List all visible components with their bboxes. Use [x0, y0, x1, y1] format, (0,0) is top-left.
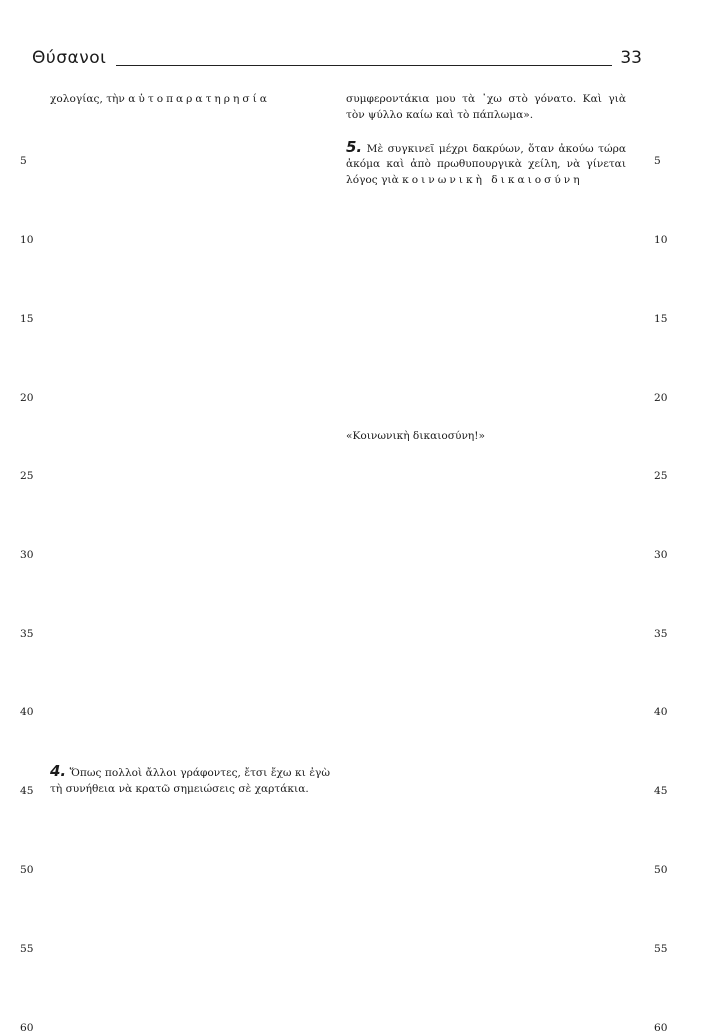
section-gap: [346, 124, 626, 140]
right-column-body-gap: [346, 189, 626, 429]
left-opening: χολογίας, τὴν: [50, 93, 125, 105]
section-gap: [50, 748, 330, 764]
section-5-spaced: κοινωνικὴ δικαιοσύνη: [402, 174, 583, 186]
left-column: [50, 92, 330, 797]
right-column: [346, 92, 626, 445]
line-number: 25: [20, 470, 34, 482]
line-number: 30: [654, 549, 668, 561]
running-title: Θύσανοι: [32, 48, 107, 68]
line-number: 40: [654, 706, 668, 718]
section-4-paragraph: [50, 761, 330, 798]
line-number: 50: [654, 864, 668, 876]
line-number: 20: [20, 392, 34, 404]
line-number: 25: [654, 470, 668, 482]
left-column-body-gap: [50, 108, 330, 748]
page-header: [32, 48, 642, 74]
section-5-paragraph: [346, 137, 627, 189]
line-number: 45: [20, 785, 34, 797]
closing-quote: «Κοινωνικὴ δικαιοσύνη!»: [346, 429, 485, 442]
section-5-text: Μὲ συγκινεῖ μέχρι δακρύων, ὅταν ἀκούω τώρα ἀκόμα καὶ ἀπὸ πρωθυπουργικὰ χείλη, νὰ γίνεται λόγος γιὰ: [346, 142, 627, 186]
line-number: 15: [654, 313, 668, 325]
line-number: 45: [654, 785, 668, 797]
section-4-marker: 4.: [50, 761, 67, 780]
line-number: 30: [20, 549, 34, 561]
line-number: 60: [20, 1022, 34, 1034]
line-number: 20: [654, 392, 668, 404]
line-number: 35: [654, 628, 668, 640]
line-number: 50: [20, 864, 34, 876]
line-number: 40: [20, 706, 34, 718]
header-rule: [116, 65, 612, 66]
line-number: 10: [20, 234, 34, 246]
line-number: 35: [20, 628, 34, 640]
left-opening-spaced: αὐτοπαρατηρησία: [128, 93, 270, 105]
line-number: 60: [654, 1022, 668, 1034]
line-number: 55: [654, 943, 668, 955]
line-number: 10: [654, 234, 668, 246]
line-number: 5: [20, 155, 27, 167]
page-number: 33: [620, 48, 642, 68]
line-number: 15: [20, 313, 34, 325]
left-paragraph: [50, 92, 330, 108]
line-number: 5: [654, 155, 661, 167]
right-opening-paragraph: συμφεροντάκια μου τὰ ᾽χω στὸ γόνατο. Καὶ γιὰ τὸν ψύλλο καίω καὶ τὸ πάπλωμα».: [346, 93, 626, 121]
section-5-marker: 5.: [346, 137, 363, 156]
line-number: 55: [20, 943, 34, 955]
section-4-text: Ὅπως πολλοὶ ἄλλοι γράφοντες, ἔτσι ἔχω κι ἐγὼ τὴ συνήθεια νὰ κρατῶ σημειώσεις σὲ χαρτάκια.: [50, 766, 330, 795]
